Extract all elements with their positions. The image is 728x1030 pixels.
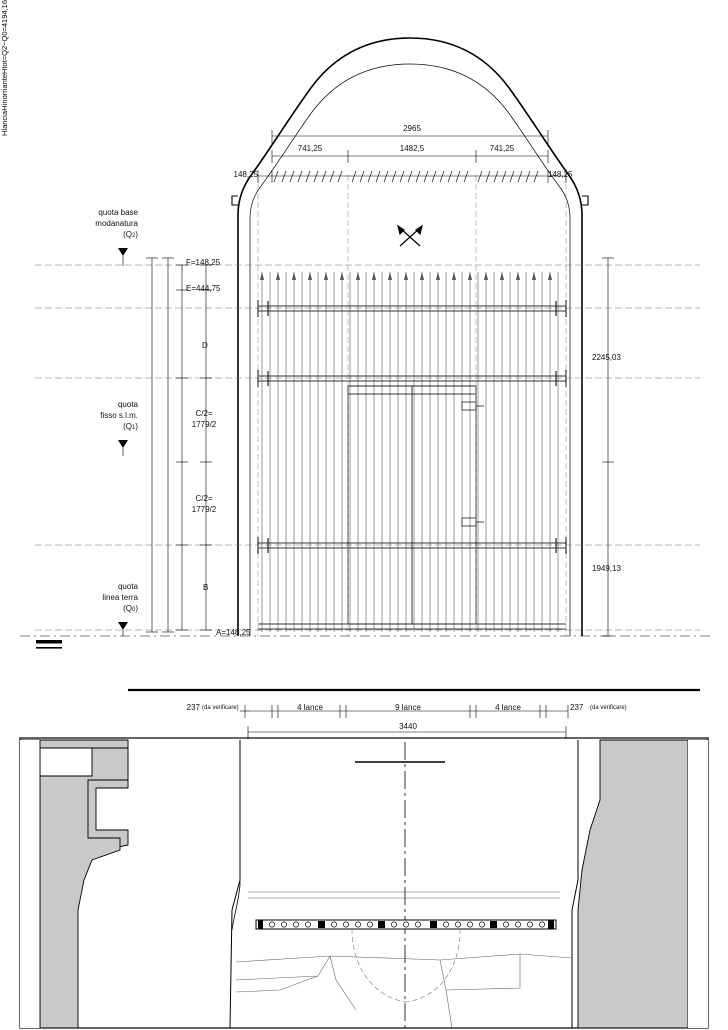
q0-close: ) [135,604,138,613]
q1-close: ) [135,422,138,431]
dim-right-half: 741,25 [489,144,515,153]
dim-edge-left: 148,25 [233,170,258,179]
quota-linea-terra-line2: linea terra [102,593,138,602]
q0-open: (Q [123,604,132,613]
level-A: A=148,25 [216,628,251,637]
quota-base-modanatura-code [60,230,138,240]
q0-sub: 0 [131,607,136,613]
dim-edge-right: 148,25 [548,170,573,179]
dim-total-width: 2965 [403,124,421,133]
dim-left-half: 741,25 [297,144,323,153]
plan-bay-1-label: 4 lance [297,703,323,712]
quota-base-modanatura-line1: quota base [98,208,138,217]
dim-right-upper: 2245,03 [592,353,621,362]
level-C-lower: C/2= [195,494,213,503]
level-B: B [203,583,209,592]
quota-fisso-slm-line2: fisso s.l.m. [100,411,138,420]
plan-bay-4-label: 237 [570,703,584,712]
plan-bay-3-label: 4 lance [495,703,521,712]
level-D: D [202,341,208,350]
q2-open: (Q [123,230,132,239]
plan-bay-0-value: 237 [186,703,200,712]
plan-total-dimension: 3440 [399,722,417,731]
plan-bay-4-note: (da verificare) [590,705,627,711]
q1-open: (Q [123,422,132,431]
level-C-upper-value: 1779/2 [191,420,217,429]
quota-linea-terra-code [60,604,138,614]
level-E: E=444,75 [186,284,221,293]
level-C-lower-value: 1779/2 [191,505,217,514]
dim-center: 1482,5 [399,144,425,153]
q2-close: ) [135,230,138,239]
plan-bay-0-note: (da verificare) [202,705,239,711]
plan-bay-2-label: 9 lance [395,703,421,712]
label-hinorriante: Hinorriante [0,74,9,111]
q1-sub: 1 [131,425,136,431]
plan-bay-0-label [140,703,200,712]
quota-fisso-slm-code [60,422,138,432]
quota-fisso-slm-line1: quota [117,400,138,409]
level-F: F=148,25 [186,258,221,267]
level-C-upper: C/2= [195,409,213,418]
quota-base-modanatura-line2: modanatura [95,219,138,228]
dim-right-lower: 1949,13 [592,564,621,573]
q2-sub: 2 [131,233,136,239]
quota-linea-terra-line1: quota [117,582,138,591]
label-h-tot: Htot=Q2−Q0=4194,16 [0,0,9,75]
label-hlancia: Hlancia [0,110,9,136]
plan-drawing [0,680,728,1030]
